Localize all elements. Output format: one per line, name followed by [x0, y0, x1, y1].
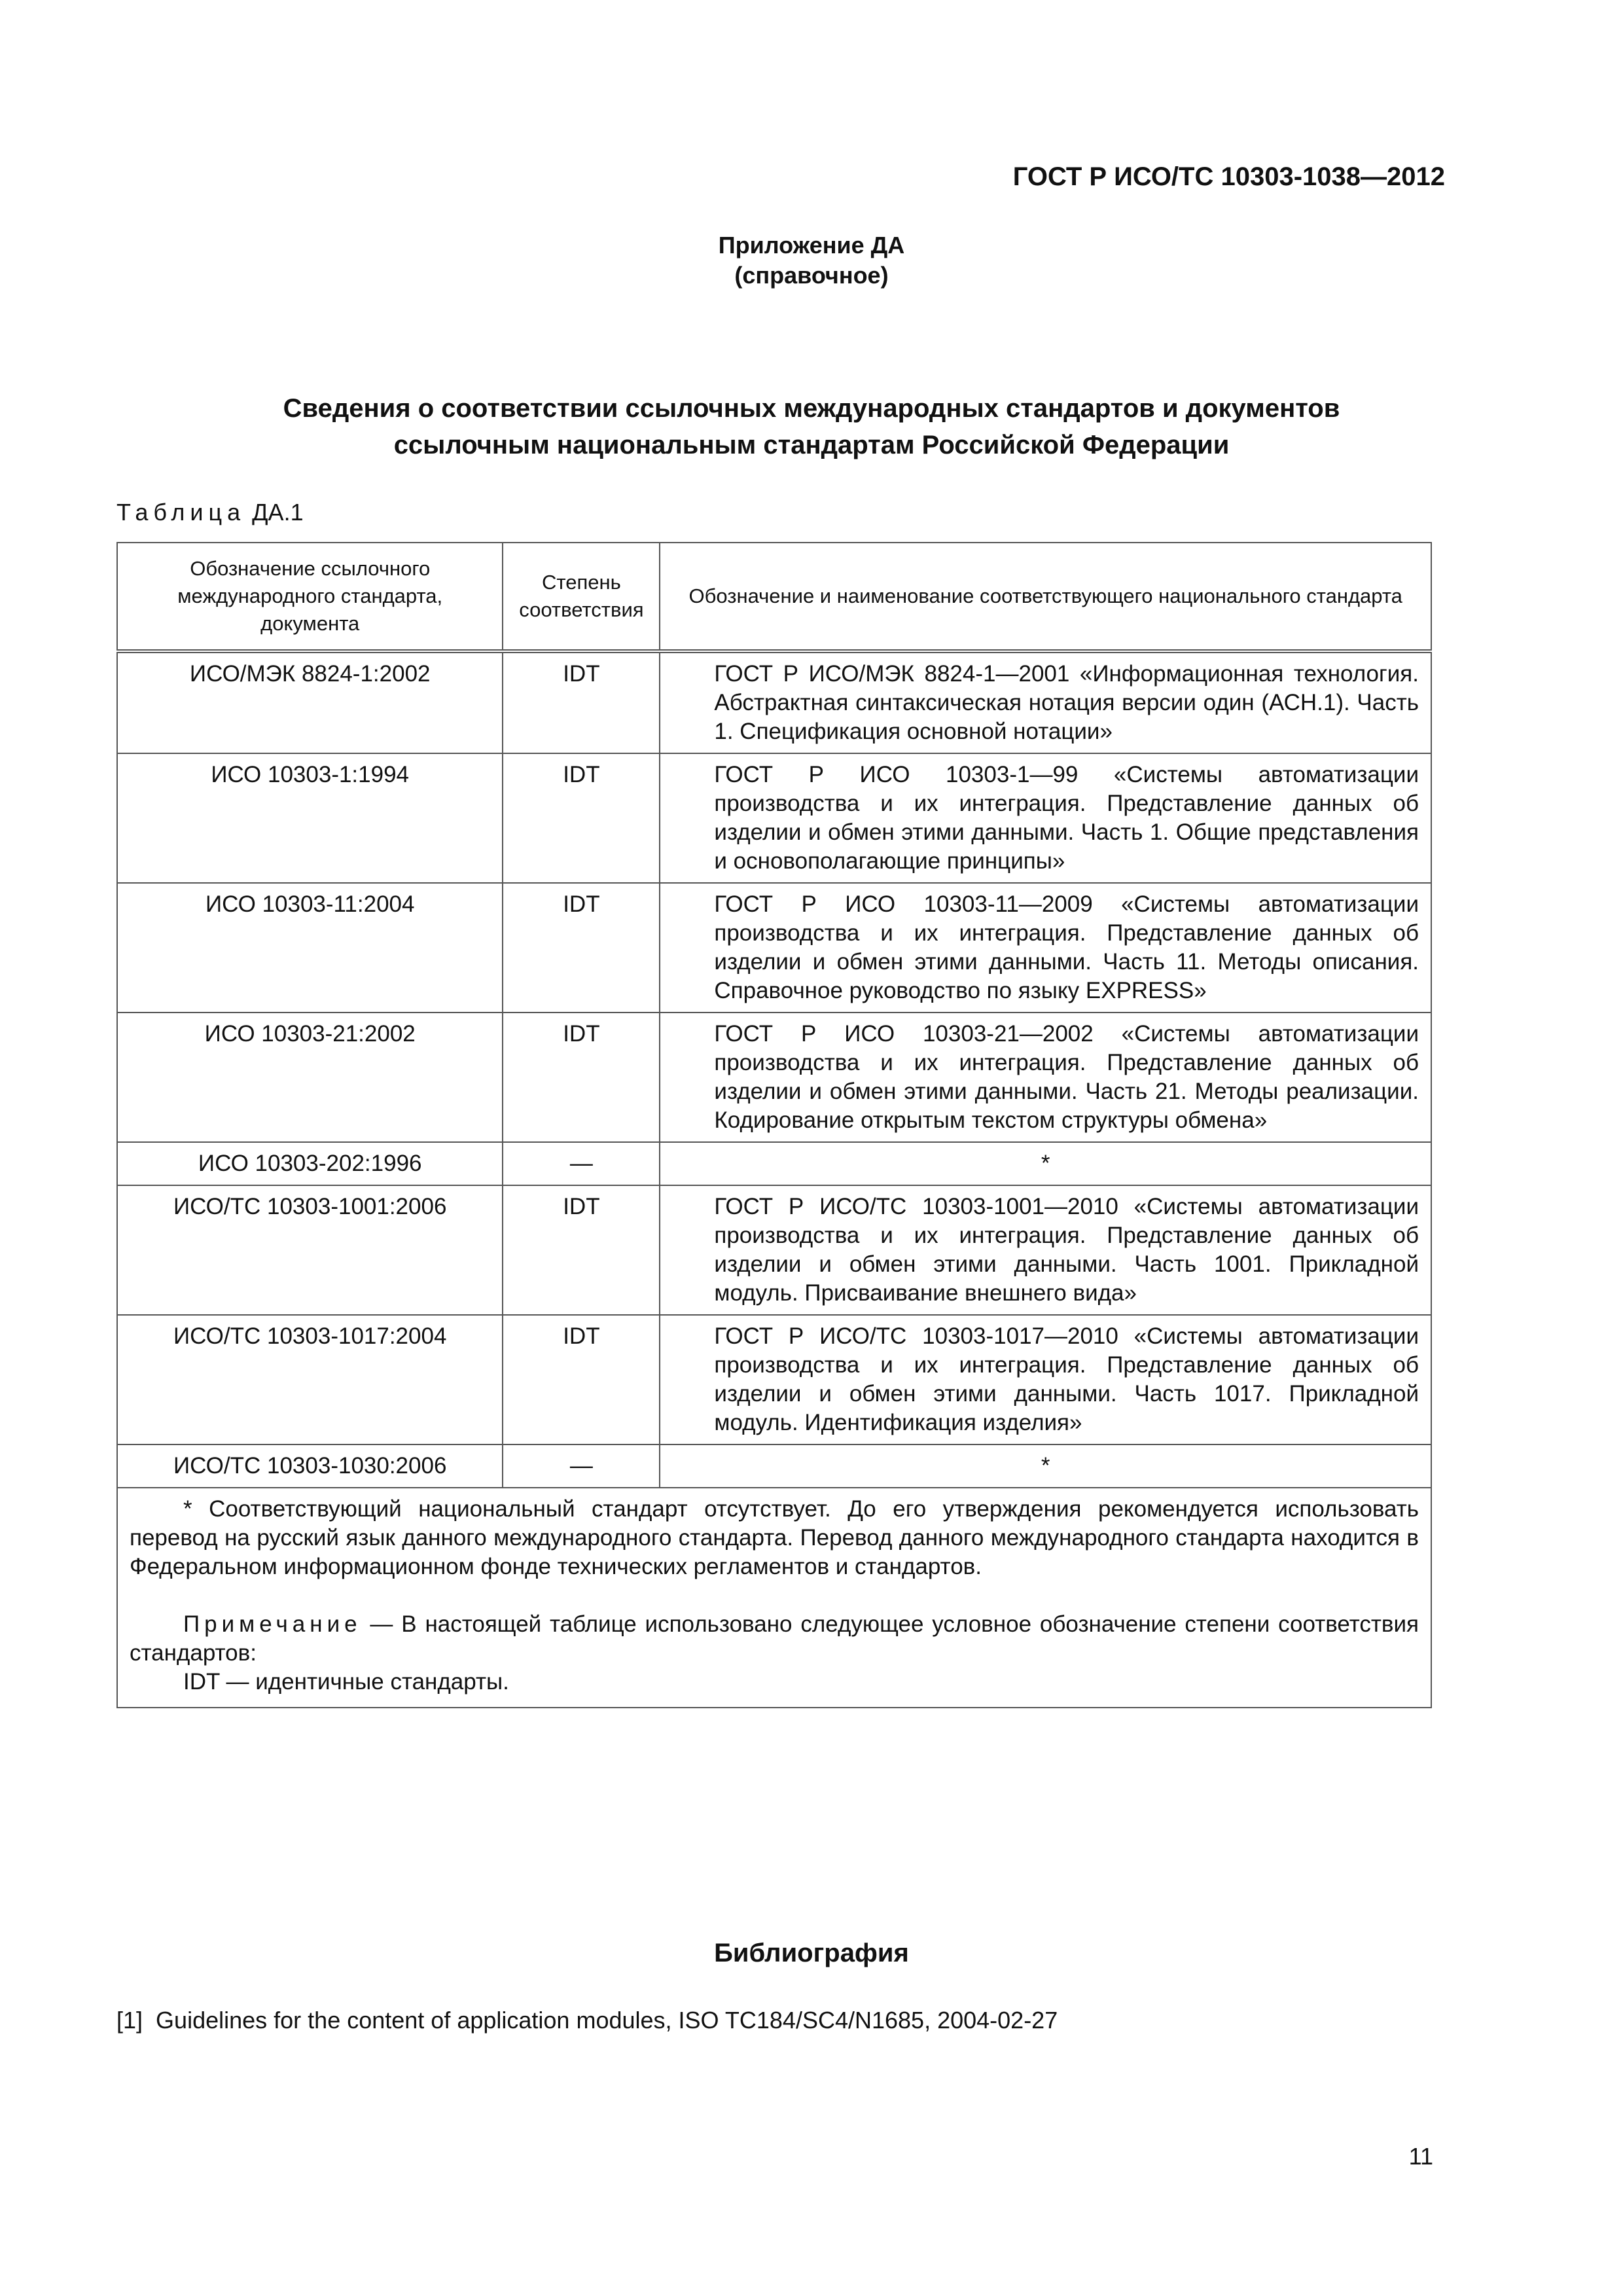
header-national-standard: Обозначение и наименование соответствующего национального стандарта [660, 543, 1431, 651]
table-row [117, 1444, 1431, 1488]
annex-heading [0, 230, 1623, 291]
section-title-line-2: ссылочным национальным стандартам Российской Федерации [393, 431, 1230, 459]
note-item: IDT — идентичные стандарты. [183, 1669, 509, 1695]
cell-national [660, 1315, 1431, 1444]
cell-national-text: ГОСТ Р ИСО 10303-11—2009 «Системы автоматизации производства и их интеграция. Представление данных об изделии и обмен этими данными. Часть 11. Методы описания. Справочное руководство по языку EXPRESS» [714, 891, 1419, 1003]
table-footnote-row [117, 1488, 1431, 1708]
cell-degree: IDT [503, 1013, 660, 1142]
annex-title: Приложение ДА [718, 232, 905, 259]
table-header-row [117, 543, 1431, 651]
cell-national-text: ГОСТ Р ИСО/МЭК 8824-1—2001 «Информационная технология. Абстрактная синтаксическая нотация версии один (АСН.1). Часть 1. Спецификация основной нотации» [714, 661, 1419, 744]
cell-ref: ИСО/МЭК 8824-1:2002 [117, 651, 503, 753]
cell-ref: ИСО 10303-21:2002 [117, 1013, 503, 1142]
cell-national [660, 753, 1431, 883]
header-degree: Степень соответствия [503, 543, 660, 651]
section-title-line-1: Сведения о соответствии ссылочных международных стандартов и документов [283, 394, 1340, 423]
cell-degree: — [503, 1142, 660, 1185]
table-row [117, 1315, 1431, 1444]
cell-national-text: ГОСТ Р ИСО 10303-1—99 «Системы автоматизации производства и их интеграция. Представление данных об изделии и обмен этими данными. Часть 1. Общие представления и основополагающие принципы» [714, 762, 1419, 874]
cell-ref: ИСО/ТС 10303-1030:2006 [117, 1444, 503, 1488]
table-row [117, 1185, 1431, 1315]
cell-national [660, 1185, 1431, 1315]
bibliography-item-number: [1] [116, 2007, 143, 2034]
table-caption [116, 499, 304, 526]
note-paragraph [130, 1610, 1419, 1668]
bibliography-title: Библиография [714, 1939, 909, 1967]
note-label: Примечание [183, 1611, 362, 1637]
table-caption-word: Таблица [116, 499, 246, 526]
section-title [0, 390, 1623, 463]
cell-degree: IDT [503, 651, 660, 753]
header-international-ref: Обозначение ссылочного международного стандарта, документа [117, 543, 503, 651]
table-caption-number: ДА.1 [252, 499, 304, 526]
cell-national-text: ГОСТ Р ИСО 10303-21—2002 «Системы автоматизации производства и их интеграция. Представление данных об изделии и обмен этими данными. Часть 21. Методы реализации. Кодирование открытым текстом структуры обмена» [714, 1021, 1419, 1133]
table-row [117, 1013, 1431, 1142]
cell-national-text: ГОСТ Р ИСО/ТС 10303-1001—2010 «Системы автоматизации производства и их интеграция. Представление данных об изделии и обмен этими данными. Часть 1001. Прикладной модуль. Присваивание внешнего вида» [714, 1194, 1419, 1306]
cell-national [660, 1013, 1431, 1142]
cell-degree: — [503, 1444, 660, 1488]
cell-degree: IDT [503, 753, 660, 883]
cell-degree: IDT [503, 883, 660, 1013]
annex-subtitle: (справочное) [734, 262, 889, 289]
bibliography-item-text: Guidelines for the content of application modules, ISO TC184/SC4/N1685, 2004-02-27 [156, 2007, 1058, 2034]
table-row [117, 883, 1431, 1013]
page-number: 11 [1408, 2143, 1433, 2170]
cell-ref: ИСО 10303-11:2004 [117, 883, 503, 1013]
standards-table [116, 542, 1432, 1708]
table-row [117, 651, 1431, 753]
footnote-text: * Соответствующий национальный стандарт отсутствует. До его утверждения рекомендуется использовать перевод на русский язык данного международного стандарта. Перевод данного международного стандарта находится в Федеральном информационном фонде технических регламентов и стандартов. [130, 1496, 1419, 1579]
cell-national [660, 883, 1431, 1013]
cell-national-text: ГОСТ Р ИСО/ТС 10303-1017—2010 «Системы автоматизации производства и их интеграция. Представление данных об изделии и обмен этими данными. Часть 1017. Прикладной модуль. Идентификация изделия» [714, 1323, 1419, 1435]
table-row [117, 753, 1431, 883]
table-footnote-cell [117, 1488, 1431, 1708]
cell-ref: ИСО 10303-202:1996 [117, 1142, 503, 1185]
cell-ref: ИСО 10303-1:1994 [117, 753, 503, 883]
table-row [117, 1142, 1431, 1185]
cell-degree: IDT [503, 1315, 660, 1444]
cell-national: * [660, 1444, 1431, 1488]
cell-national: * [660, 1142, 1431, 1185]
cell-degree: IDT [503, 1185, 660, 1315]
cell-ref: ИСО/ТС 10303-1001:2006 [117, 1185, 503, 1315]
bibliography-item [116, 2007, 1058, 2034]
cell-ref: ИСО/ТС 10303-1017:2004 [117, 1315, 503, 1444]
document-number-header: ГОСТ Р ИСО/ТС 10303-1038—2012 [1012, 162, 1445, 191]
cell-national [660, 651, 1431, 753]
note-text: — В настоящей таблице использовано следующее условное обозначение степени соответствия стандартов: [130, 1611, 1419, 1666]
